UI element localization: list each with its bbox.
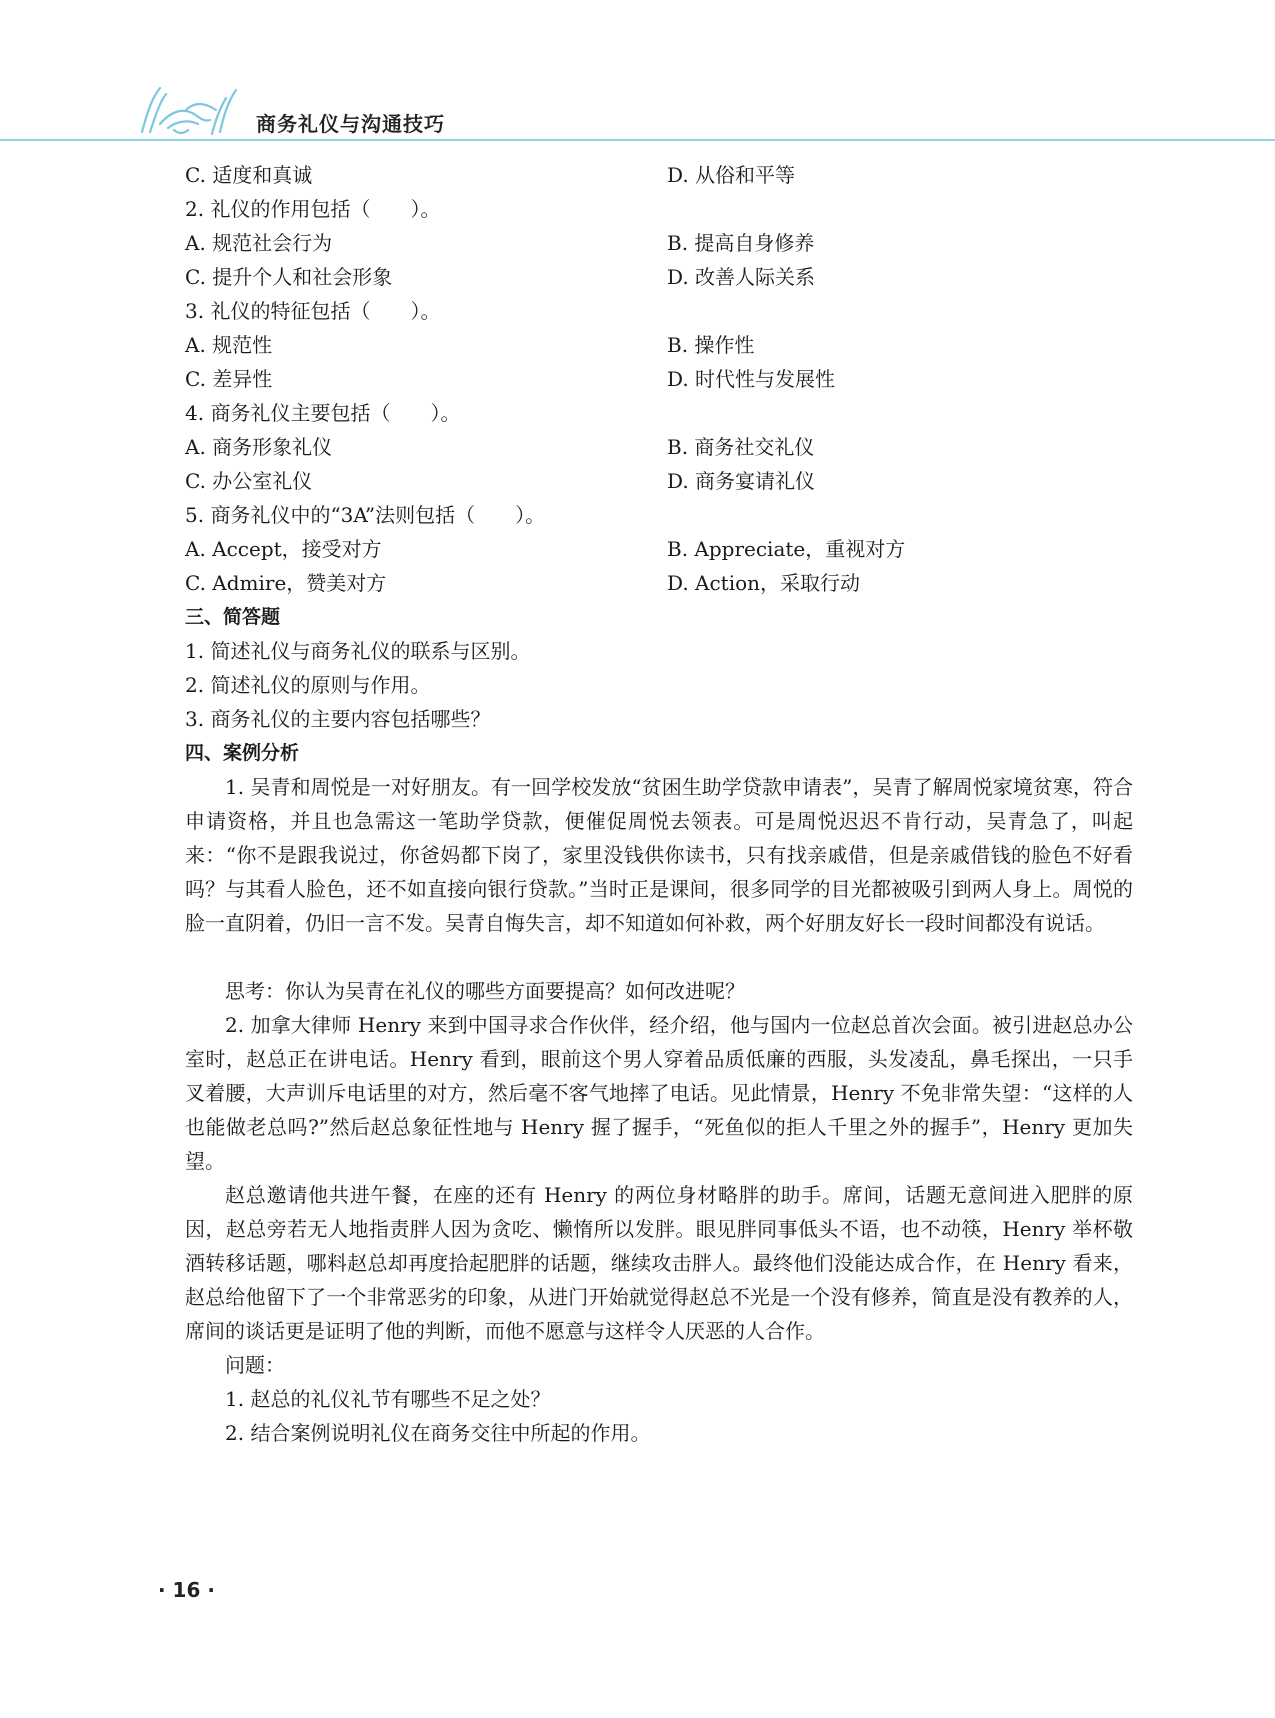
book-title: 商务礼仪与沟通技巧	[256, 112, 445, 136]
list-item: 1. 简述礼仪与商务礼仪的联系与区别。	[185, 639, 531, 663]
option-d: D. Action，采取行动	[667, 571, 861, 595]
option-a: A. 规范性	[185, 333, 273, 357]
header-divider	[0, 139, 1275, 141]
case-paragraph: 赵总邀请他共进午餐，在座的还有 Henry 的两位身材略胖的助手。席间，话题无意间进入肥胖的原因，赵总旁若无人地指责胖人因为贪吃、懒惰所以发胖。眼见胖同事低头不语，也不动筷，Henry 举杯敬酒转移话题，哪料赵总却再度拾起肥胖的话题，继续攻击胖人。最终他们没能达成合作，在 Henry 看来，赵总给他留下了一个非常恶劣的印象，从进门开始就觉得赵总不光是一个没有修养，简直是没有教养的人，席间的谈话更是证明了他的判断，而他不愿意与这样令人厌恶的人合作。	[185, 1183, 1133, 1343]
section-heading: 四、案例分析	[185, 742, 300, 764]
questions-label: 问题：	[225, 1353, 285, 1377]
think-question: 思考：你认为吴青在礼仪的哪些方面要提高？如何改进呢？	[225, 979, 745, 1003]
option-c: C. 差异性	[185, 367, 273, 391]
option-d: D. 改善人际关系	[667, 265, 816, 289]
option-b: B. 提高自身修养	[667, 231, 815, 255]
option-b: B. Appreciate，重视对方	[667, 537, 906, 561]
option-a: A. 商务形象礼仪	[185, 435, 333, 459]
option-b: B. 操作性	[667, 333, 755, 357]
question-stem: 3. 礼仪的特征包括（ ）。	[185, 299, 441, 323]
case-paragraph: 2. 加拿大律师 Henry 来到中国寻求合作伙伴，经介绍，他与国内一位赵总首次会面。被引进赵总办公室时，赵总正在讲电话。Henry 看到，眼前这个男人穿着品质低廉的西服，头发凌乱，鼻毛探出，一只手叉着腰，大声训斥电话里的对方，然后毫不客气地摔了电话。见此情景，Henry 不免非常失望：“这样的人也能做老总吗?”然后赵总象征性地与 Henry 握了握手，“死鱼似的拒人千里之外的握手”，Henry 更加失望。	[185, 1013, 1133, 1173]
option-c: C. 提升个人和社会形象	[185, 265, 393, 289]
handshake-logo-icon	[138, 80, 242, 138]
option-b: B. 商务社交礼仪	[667, 435, 815, 459]
page-header	[0, 0, 1275, 150]
option-a: A. Accept，接受对方	[185, 537, 382, 561]
list-item: 2. 结合案例说明礼仪在商务交往中所起的作用。	[225, 1421, 651, 1445]
option-a: A. 规范社会行为	[185, 231, 333, 255]
option-d: D. 从俗和平等	[667, 163, 796, 187]
page-number: · 16 ·	[158, 1578, 215, 1602]
option-d: D. 商务宴请礼仪	[667, 469, 816, 493]
list-item: 2. 简述礼仪的原则与作用。	[185, 673, 431, 697]
question-stem: 4. 商务礼仪主要包括（ ）。	[185, 401, 461, 425]
case-paragraph: 1. 吴青和周悦是一对好朋友。有一回学校发放“贫困生助学贷款申请表”，吴青了解周悦家境贫寒，符合申请资格，并且也急需这一笔助学贷款，便催促周悦去领表。可是周悦迟迟不肯行动，吴青急了，叫起来：“你不是跟我说过，你爸妈都下岗了，家里没钱供你读书，只有找亲戚借，但是亲戚借钱的脸色不好看吗？与其看人脸色，还不如直接向银行贷款。”当时正是课间，很多同学的目光都被吸引到两人身上。周悦的脸一直阴着，仍旧一言不发。吴青自悔失言，却不知道如何补救，两个好朋友好长一段时间都没有说话。	[185, 775, 1133, 935]
list-item: 3. 商务礼仪的主要内容包括哪些？	[185, 707, 491, 731]
option-c: C. 适度和真诚	[185, 163, 313, 187]
option-d: D. 时代性与发展性	[667, 367, 836, 391]
question-stem: 2. 礼仪的作用包括（ ）。	[185, 197, 441, 221]
list-item: 1. 赵总的礼仪礼节有哪些不足之处？	[225, 1387, 551, 1411]
question-stem: 5. 商务礼仪中的“3A”法则包括（ ）。	[185, 503, 546, 527]
option-c: C. 办公室礼仪	[185, 469, 313, 493]
option-c: C. Admire，赞美对方	[185, 571, 387, 595]
section-heading: 三、简答题	[185, 606, 281, 628]
